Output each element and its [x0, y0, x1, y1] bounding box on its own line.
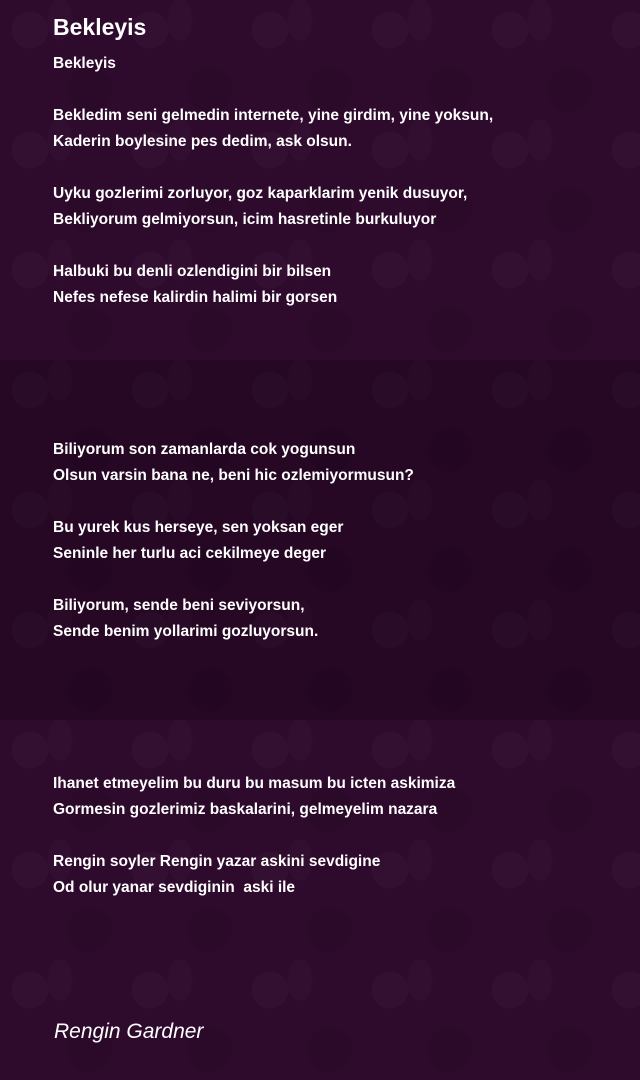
- poem-line: Sende benim yollarimi gozluyorsun.: [53, 623, 319, 640]
- poem-line: Gormesin gozlerimiz baskalarini, gelmeyelim nazara: [53, 801, 438, 818]
- poem-line: Rengin soyler Rengin yazar askini sevdigine: [53, 853, 381, 870]
- poem-line: Bekliyorum gelmiyorsun, icim hasretinle burkuluyor: [53, 211, 437, 228]
- poem-subtitle: Bekleyis: [53, 55, 116, 72]
- poem-line: Biliyorum son zamanlarda cok yogunsun: [53, 441, 356, 458]
- poem-title: Bekleyis: [53, 14, 147, 40]
- poem-line: Halbuki bu denli ozlendigini bir bilsen: [53, 263, 332, 280]
- poem-line: Bekledim seni gelmedin internete, yine girdim, yine yoksun,: [53, 107, 494, 124]
- poem-line: Biliyorum, sende beni seviyorsun,: [53, 597, 305, 614]
- poem-line: Kaderin boylesine pes dedim, ask olsun.: [53, 133, 352, 150]
- poem-line: Ihanet etmeyelim bu duru bu masum bu icten askimiza: [53, 775, 456, 792]
- poem-line: Nefes nefese kalirdin halimi bir gorsen: [53, 289, 338, 306]
- poem-author: Rengin Gardner: [54, 1020, 204, 1043]
- poem-line: Od olur yanar sevdiginin aski ile: [53, 879, 296, 896]
- poem-line: Uyku gozlerimi zorluyor, goz kaparklarim yenik dusuyor,: [53, 185, 468, 202]
- poem-line: Olsun varsin bana ne, beni hic ozlemiyormusun?: [53, 467, 414, 484]
- poem-line: Bu yurek kus herseye, sen yoksan eger: [53, 519, 344, 536]
- poem-line: Seninle her turlu aci cekilmeye deger: [53, 545, 327, 562]
- background-band-middle: [0, 360, 640, 720]
